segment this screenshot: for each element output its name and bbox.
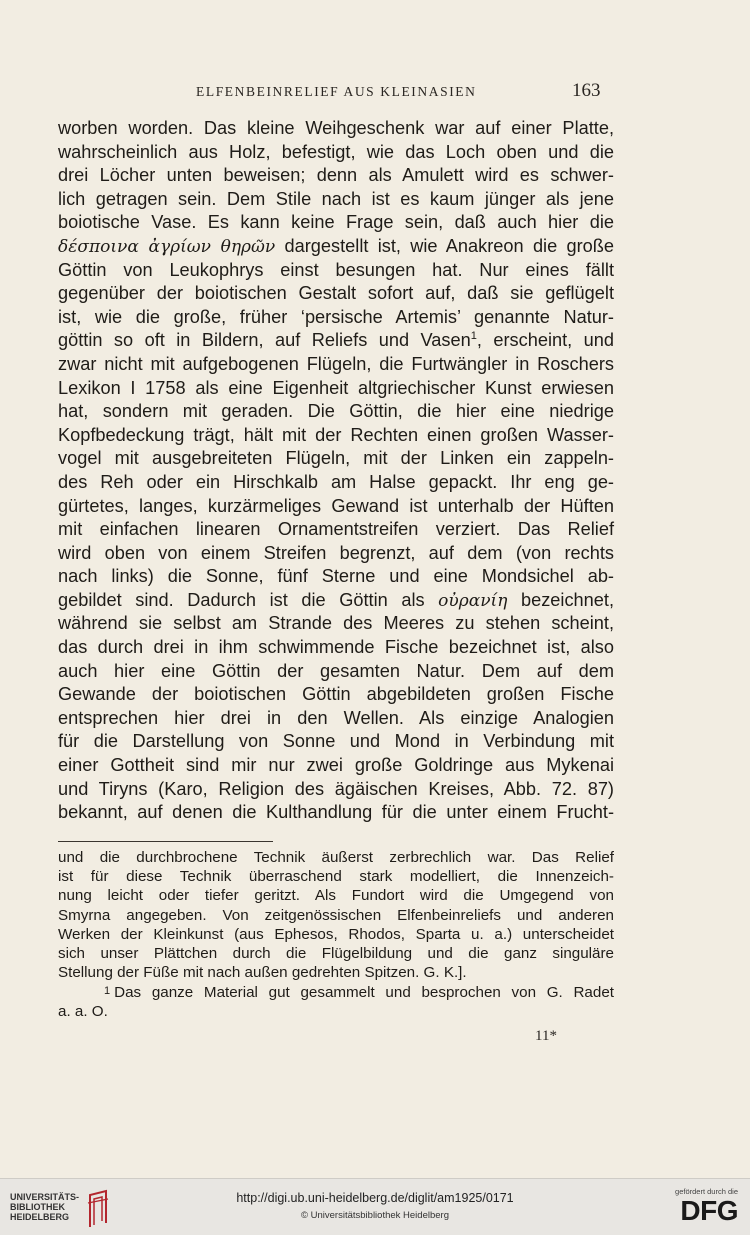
text-line: einer Gottheit sind mir nur zwei große Goldringe aus Mykenai — [58, 755, 614, 776]
text-line: und Tiryns (Karo, Religion des ägäischen Kreises, Abb. 72. 87) — [58, 778, 614, 799]
footnote-line: sich unser Plättchen durch die Flügelbildung und die ganz singuläre — [58, 944, 614, 962]
footnote-divider — [58, 841, 273, 842]
text-line-greek — [58, 589, 614, 613]
text-span: gebildet sind. Dadurch ist die Göttin als — [58, 589, 439, 610]
library-name-line: UNIVERSITÄTS- — [10, 1192, 80, 1202]
footnote-marker: 1 — [104, 985, 111, 998]
text-line: zwar nicht mit aufgebogenen Flügeln, die Furtwängler in Roschers — [58, 353, 614, 374]
text-line: Göttin von Leukophrys einst besungen hat. Nur eines fällt — [58, 259, 614, 280]
text-line: ist, wie die große, früher ‘persische Artemis’ genannte Natur- — [58, 306, 614, 327]
greek-phrase: δέσποινα ἀγρίων θηρῶν — [58, 236, 276, 257]
text-line: nach links) die Sonne, fünf Sterne und eine Mondsichel ab- — [58, 566, 614, 587]
permalink-url[interactable]: http://digi.ub.uni-heidelberg.de/diglit/am1925/0171 — [236, 1191, 514, 1205]
footnote-line: Smyrna angegeben. Von zeitgenössischen Elfenbeinreliefs und anderen — [58, 906, 614, 924]
text-line: gürtetes, langes, kurzärmeliges Gewand ist unterhalb der Hüften — [58, 495, 614, 516]
funding-note: gefördert durch die — [675, 1187, 738, 1196]
text-line: vogel mit ausgebreiteten Flügeln, mit der Linken ein zappeln- — [58, 448, 614, 469]
text-span: , erscheint, und — [476, 330, 614, 351]
text-line: auch hier eine Göttin der gesamten Natur. Dem auf dem — [58, 660, 614, 681]
footnote-line: ist für diese Technik überraschend stark modelliert, die Innenzeich- — [58, 868, 614, 886]
text-line: drei Löcher unten beweisen; denn als Amulett wird es schwer- — [58, 165, 614, 186]
main-text — [58, 117, 614, 825]
text-line: für die Darstellung von Sonne und Mond in Verbindung mit — [58, 731, 614, 752]
text-line: Gewande der boiotischen Göttin abgebildeten großen Fische — [58, 684, 614, 705]
footnotes — [58, 848, 614, 1021]
page-number: 163 — [572, 80, 601, 101]
signature-mark: 11* — [535, 1028, 557, 1044]
text-span: göttin so oft in Bildern, auf Reliefs und Vasen — [58, 330, 471, 351]
text-line: das durch drei in ihm schwimmende Fische bezeichnet ist, also — [58, 637, 614, 658]
footnote-line: und die durchbrochene Technik äußerst zerbrechlich war. Das Relief — [58, 849, 614, 866]
text-line: worben worden. Das kleine Weihgeschenk war auf einer Platte, — [58, 118, 614, 138]
footnote-line: Werken der Kleinkunst (aus Ephesos, Rhodos, Sparta u. a.) unterscheidet — [58, 925, 614, 943]
library-name-line: HEIDELBERG — [10, 1212, 70, 1222]
text-line: Lexikon I 1758 als eine Eigenheit altgriechischer Kunst erwiesen — [58, 377, 614, 398]
funder-name: DFG — [680, 1195, 738, 1226]
text-line: Kopfbedeckung trägt, hält mit der Rechten einen großen Wasser- — [58, 424, 614, 445]
footnote-line: a. a. O. — [58, 1002, 108, 1020]
text-line: während sie selbst am Strande des Meeres zu stehen scheint, — [58, 613, 614, 634]
copyright-notice: © Universitätsbibliothek Heidelberg — [301, 1210, 449, 1221]
text-line: boiotische Vase. Es kann keine Frage sein, daß auch hier die — [58, 212, 614, 233]
text-line-greek — [58, 235, 614, 259]
text-line: hat, sondern mit geraden. Die Göttin, die hier eine niedrige — [58, 401, 614, 422]
footer-bar — [0, 1178, 750, 1235]
library-name-line: BIBLIOTHEK — [10, 1202, 65, 1212]
text-line: wahrscheinlich aus Holz, befestigt, wie das Loch oben und die — [58, 141, 614, 162]
text-line: bekannt, auf denen die Kulthandlung für die unter einem Frucht- — [58, 802, 614, 823]
dfg-logo[interactable] — [658, 1187, 738, 1231]
text-line-footnote-ref — [58, 329, 614, 353]
text-line: entsprechen hier drei in den Wellen. Als einzige Analogien — [58, 707, 614, 728]
footnote-reference[interactable]: 1 — [470, 330, 477, 343]
footnote-line: nung leicht oder tiefer geritzt. Als Fundort wird die Umgegend von — [58, 887, 614, 905]
footnote-text: Das ganze Material gut gesammelt und besprochen von G. Radet — [114, 984, 614, 1002]
text-line: des Reh oder ein Hirschkalb am Halse gepackt. Ihr eng ge- — [58, 471, 614, 492]
text-span: bezeichnet, — [507, 589, 614, 610]
text-line: gegenüber der boiotischen Gestalt sofort auf, daß sie geflügelt — [58, 283, 614, 304]
text-line: wird oben von einem Streifen begrenzt, auf dem (von rechts — [58, 542, 614, 563]
text-span: dargestellt ist, wie Anakreon die große — [275, 235, 615, 256]
running-title: ELFENBEINRELIEF AUS KLEINASIEN — [196, 84, 477, 99]
text-line: mit einfachen linearen Ornamentstreifen verziert. Das Relief — [58, 519, 614, 540]
text-line: lich getragen sein. Dem Stile nach ist es kaum jünger als jene — [58, 188, 614, 209]
footnote-line: Stellung der Füße mit nach außen gedrehten Spitzen. G. K.]. — [58, 964, 467, 982]
greek-word: οὐρανίη — [438, 590, 508, 611]
footnote-1 — [58, 982, 614, 1001]
